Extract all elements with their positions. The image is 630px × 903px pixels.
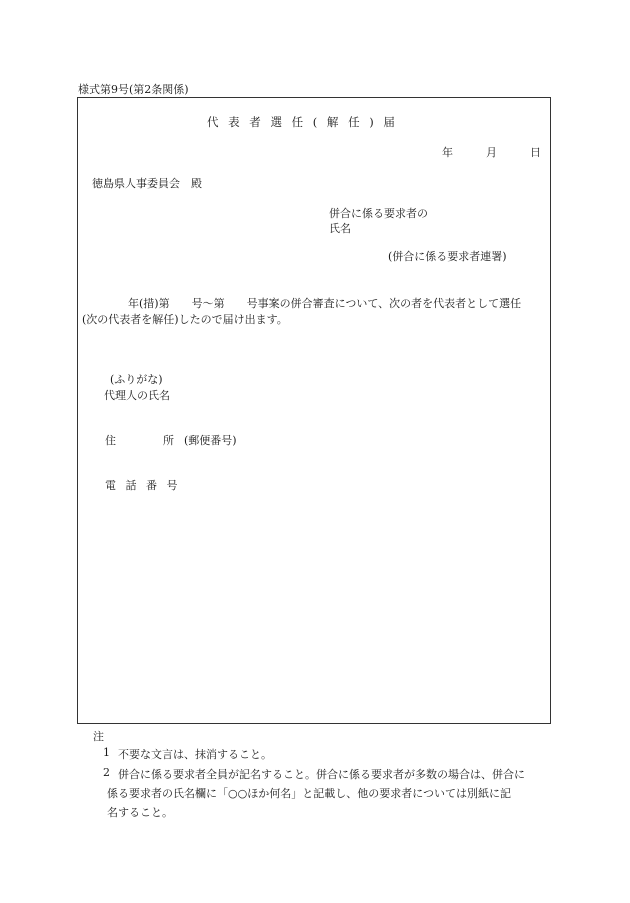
furigana-label: (ふりがな) bbox=[110, 373, 163, 386]
note-1-number: 1 bbox=[103, 746, 110, 759]
note-2-text-line2: 係る要求者の氏名欄に「○○ほか何名」と記載し、他の要求者については別紙に記 bbox=[107, 787, 511, 800]
date-day-label: 日 bbox=[530, 146, 541, 159]
date-line bbox=[442, 144, 541, 160]
date-year-label: 年 bbox=[442, 146, 453, 159]
addressee: 徳島県人事委員会 殿 bbox=[92, 177, 202, 190]
note-2-text-line3: 名すること。 bbox=[107, 806, 173, 819]
phone-label: 電 話 番 号 bbox=[105, 479, 181, 492]
date-month-label: 月 bbox=[486, 146, 497, 159]
address-label-2: 所 bbox=[163, 434, 174, 447]
note-2-text-line1: 併合に係る要求者全員が記名すること。併合に係る要求者が多数の場合は、併合に bbox=[118, 768, 525, 781]
joint-signature-note: (併合に係る要求者連署) bbox=[388, 250, 507, 263]
applicant-label-line2: 氏名 bbox=[329, 222, 351, 235]
note-1-text: 不要な文言は、抹消すること。 bbox=[118, 748, 272, 761]
postal-code-label: (郵便番号) bbox=[184, 434, 237, 447]
note-2-number: 2 bbox=[103, 766, 110, 779]
body-line-1: 年(措)第 号〜第 号事案の併合審査について、次の者を代表者として選任 bbox=[128, 297, 522, 310]
address-label-1: 住 bbox=[105, 434, 116, 447]
body-line-2: (次の代表者を解任)したので届け出ます。 bbox=[82, 313, 288, 326]
applicant-label-line1: 併合に係る要求者の bbox=[329, 207, 428, 220]
form-number: 様式第9号(第2条関係) bbox=[78, 83, 189, 96]
agent-name-label: 代理人の氏名 bbox=[104, 389, 170, 402]
form-title: 代 表 者 選 任 ( 解 任 ) 届 bbox=[207, 115, 398, 129]
notes-heading: 注 bbox=[93, 730, 104, 743]
form-box bbox=[77, 97, 551, 724]
